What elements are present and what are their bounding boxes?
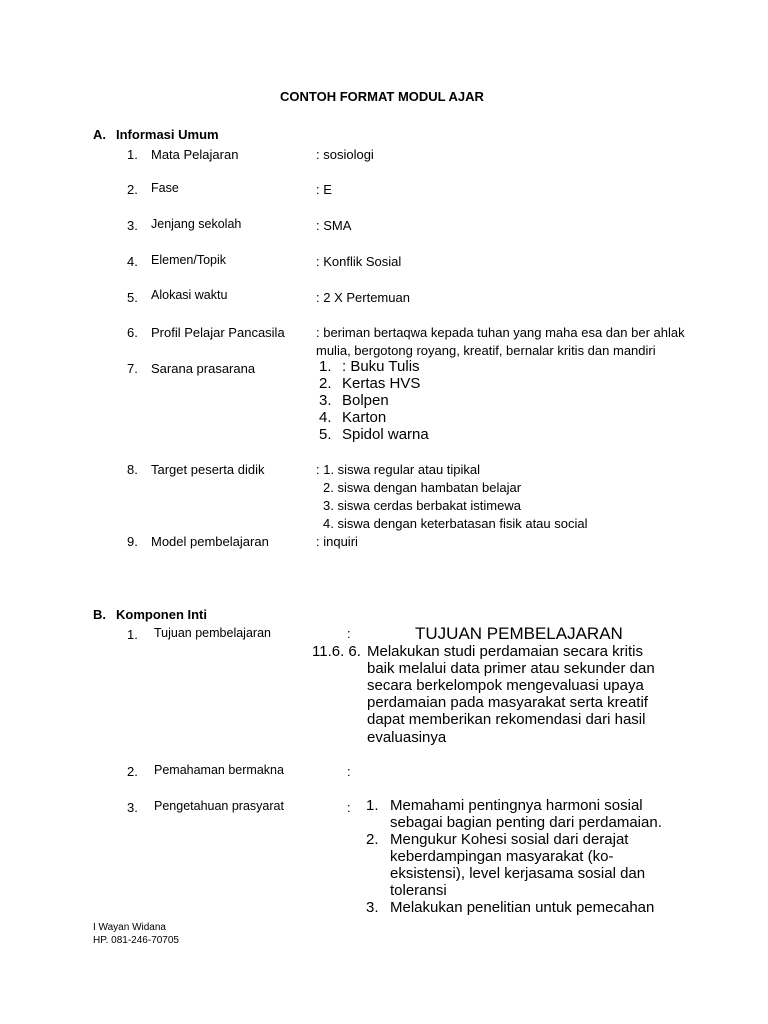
item-value: : inquiri: [316, 534, 358, 549]
sarana-item: Kertas HVS: [342, 375, 421, 392]
tujuan-line: dapat memberikan rekomendasi dari hasil: [367, 711, 646, 728]
prasyarat-line: toleransi: [390, 882, 447, 899]
sarana-item: Karton: [342, 409, 387, 426]
sarana-number: 1.: [319, 358, 332, 375]
item-number: 2.: [127, 764, 138, 779]
target-item: 4. siswa dengan keterbatasan fisik atau social: [323, 516, 588, 531]
sarana-number: 3.: [319, 392, 332, 409]
item-value: : Konflik Sosial: [316, 254, 402, 269]
tujuan-line: Melakukan studi perdamaian secara kritis: [367, 643, 643, 660]
prasyarat-number: 1.: [366, 797, 379, 814]
tujuan-line: perdamaian pada masyarakat serta kreatif: [367, 694, 648, 711]
item-colon: :: [347, 626, 351, 641]
item-number: 5.: [127, 290, 138, 305]
item-label: Pengetahuan prasyarat: [154, 799, 284, 813]
item-number: 2.: [127, 182, 138, 197]
section-a-letter: A.: [93, 127, 106, 142]
sarana-item: Bolpen: [342, 392, 389, 409]
item-label: Alokasi waktu: [151, 288, 228, 302]
target-item: : 1. siswa regular atau tipikal: [316, 462, 481, 477]
item-value: : SMA: [316, 218, 352, 233]
prasyarat-number: 2.: [366, 831, 379, 848]
item-number: 1.: [127, 627, 138, 642]
footer-name: I Wayan Widana: [93, 922, 166, 933]
item-label: Fase: [151, 181, 179, 195]
prasyarat-line: Mengukur Kohesi sosial dari derajat: [390, 831, 629, 848]
item-label: Model pembelajaran: [151, 534, 269, 549]
item-label: Pemahaman bermakna: [154, 763, 284, 777]
section-a-heading: Informasi Umum: [116, 127, 219, 142]
sarana-number: 2.: [319, 375, 332, 392]
item-value: : beriman bertaqwa kepada tuhan yang maha esa dan ber ahlak: [316, 325, 685, 340]
item-value: : sosiologi: [316, 147, 374, 162]
page-title: CONTOH FORMAT MODUL AJAR: [280, 89, 484, 104]
item-value: : 2 X Pertemuan: [316, 290, 410, 305]
item-number: 7.: [127, 361, 138, 376]
item-number: 6.: [127, 325, 138, 340]
item-number: 1.: [127, 147, 138, 162]
item-value: : E: [316, 182, 332, 197]
item-label: Target peserta didik: [151, 462, 265, 477]
item-number: 3.: [127, 800, 138, 815]
target-item: 2. siswa dengan hambatan belajar: [323, 480, 522, 495]
item-label: Tujuan pembelajaran: [154, 626, 271, 640]
sarana-item: Spidol warna: [342, 426, 429, 443]
item-label: Mata Pelajaran: [151, 147, 239, 162]
item-number: 8.: [127, 462, 138, 477]
prasyarat-line: eksistensi), level kerjasama sosial dan: [390, 865, 646, 882]
sarana-number: 5.: [319, 426, 332, 443]
item-colon: :: [347, 764, 351, 779]
section-b-heading: Komponen Inti: [116, 607, 207, 622]
prasyarat-line: Melakukan penelitian untuk pemecahan: [390, 899, 655, 916]
tujuan-code: 11.6. 6.: [312, 643, 361, 660]
prasyarat-line: Memahami pentingnya harmoni sosial: [390, 797, 643, 814]
item-number: 3.: [127, 218, 138, 233]
footer-phone: HP. 081-246-70705: [93, 935, 179, 946]
sarana-item: : Buku Tulis: [342, 358, 420, 375]
item-label: Jenjang sekolah: [151, 217, 242, 231]
prasyarat-line: keberdampingan masyarakat (ko-: [390, 848, 614, 865]
tujuan-line: secara berkelompok mengevaluasi upaya: [367, 677, 644, 694]
tujuan-line: baik melalui data primer atau sekunder dan: [367, 660, 655, 677]
item-label: Sarana prasarana: [151, 361, 256, 376]
item-number: 9.: [127, 534, 138, 549]
item-label: Profil Pelajar Pancasila: [151, 325, 285, 340]
section-b-letter: B.: [93, 607, 106, 622]
item-colon: :: [347, 800, 351, 815]
target-item: 3. siswa cerdas berbakat istimewa: [323, 498, 521, 513]
item-number: 4.: [127, 254, 138, 269]
item-label: Elemen/Topik: [151, 253, 227, 267]
sarana-number: 4.: [319, 409, 332, 426]
tujuan-heading: TUJUAN PEMBELAJARAN: [415, 624, 623, 643]
prasyarat-number: 3.: [366, 899, 379, 916]
item-value-continued: mulia, bergotong royang, kreatif, bernalar kritis dan mandiri: [316, 343, 656, 358]
tujuan-line: evaluasinya: [367, 729, 447, 746]
prasyarat-line: sebagai bagian penting dari perdamaian.: [390, 814, 662, 831]
